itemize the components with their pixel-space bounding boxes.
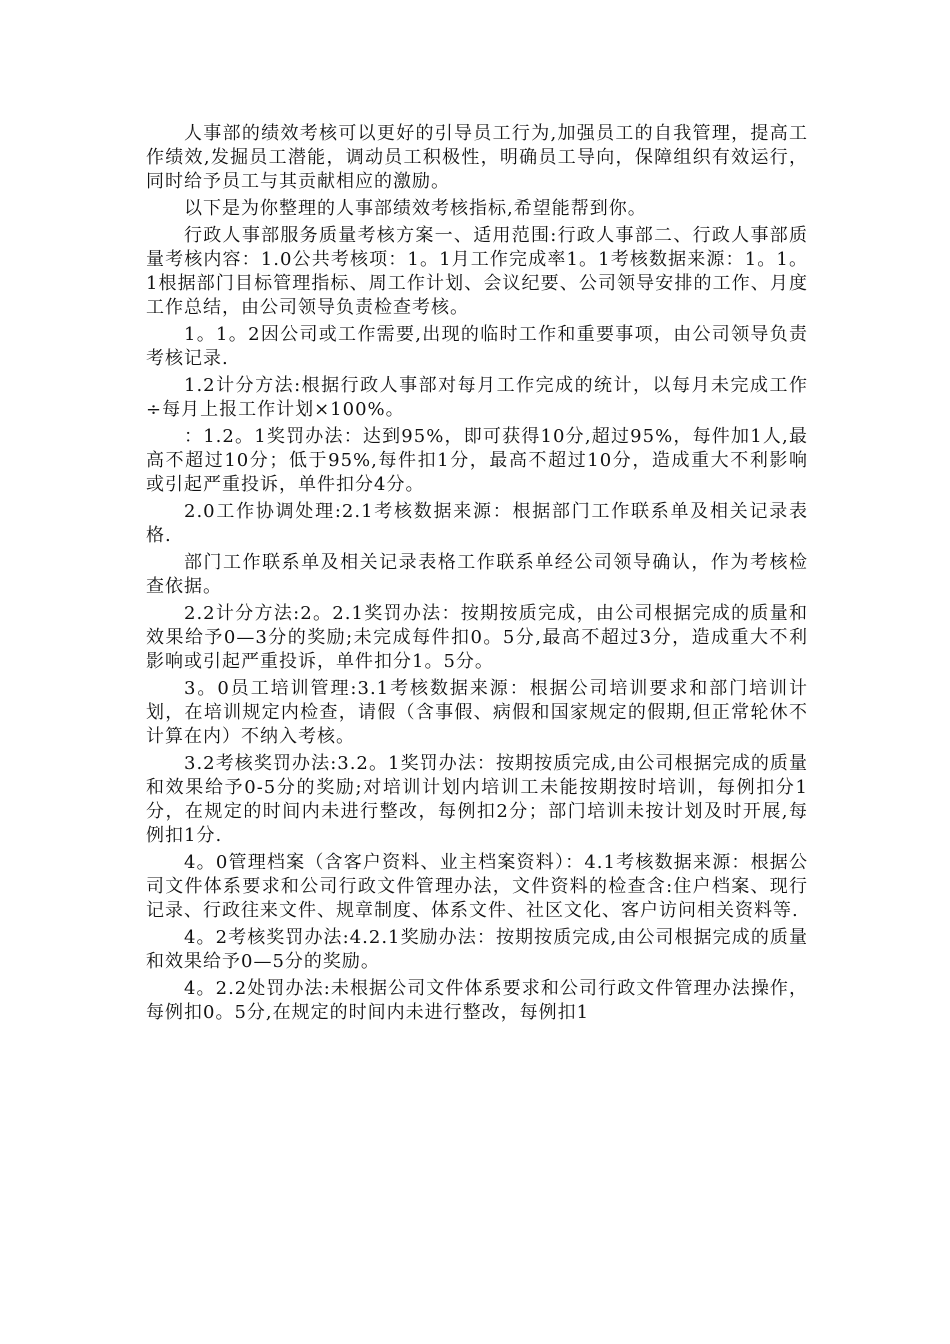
section-1-1-2-paragraph: 1。1。2因公司或工作需要,出现的临时工作和重要事项，由公司领导负责考核记录. — [146, 324, 808, 369]
section-2-1-detail-paragraph: 部门工作联系单及相关记录表格工作联系单经公司领导确认，作为考核检查依据。 — [146, 552, 808, 597]
section-4-0-paragraph: 4。0管理档案（含客户资料、业主档案资料）：4.1考核数据来源：根据公司文件体系要求和公司行政文件管理办法，文件资料的检查含:住户档案、现行记录、行政往来文件、规章制度、体系文件、社区文化、客户访问相关资料等. — [146, 852, 808, 921]
document-body — [146, 122, 808, 1028]
section-4-2-paragraph: 4。2考核奖罚办法:4.2.1奖励办法：按期按质完成,由公司根据完成的质量和效果给予0—5分的奖励。 — [146, 927, 808, 972]
section-1-2-paragraph: 1.2计分方法:根据行政人事部对每月工作完成的统计，以每月未完成工作÷每月上报工作计划×100%。 — [146, 375, 808, 420]
section-2-0-paragraph: 2.0工作协调处理:2.1考核数据来源：根据部门工作联系单及相关记录表格. — [146, 501, 808, 546]
intro-note-paragraph: 以下是为你整理的人事部绩效考核指标,希望能帮到你。 — [184, 198, 647, 219]
intro-paragraph: 人事部的绩效考核可以更好的引导员工行为,加强员工的自我管理，提高工作绩效,发掘员工潜能，调动员工积极性，明确员工导向，保障组织有效运行，同时给予员工与其贡献相应的激励。 — [146, 123, 808, 192]
section-4-2-2-paragraph: 4。2.2处罚办法:未根据公司文件体系要求和公司行政文件管理办法操作，每例扣0。5分,在规定的时间内未进行整改，每例扣1 — [146, 978, 808, 1023]
section-2-2-paragraph: 2.2计分方法:2。2.1奖罚办法：按期按质完成，由公司根据完成的质量和效果给予0—3分的奖励;未完成每件扣0。5分,最高不超过3分，造成重大不利影响或引起严重投诉，单件扣分1。5分。 — [146, 603, 808, 672]
section-3-2-paragraph: 3.2考核奖罚办法:3.2。1奖罚办法：按期按质完成,由公司根据完成的质量和效果给予0-5分的奖励;对培训计划内培训工未能按期按时培训，每例扣分1分，在规定的时间内未进行整改，每例扣2分；部门培训未按计划及时开展,每例扣1分. — [146, 753, 808, 846]
section-1-2-1-paragraph: ：1.2。1奖罚办法：达到95%，即可获得10分,超过95%，每件加1人,最高不超过10分；低于95%,每件扣1分，最高不超过10分，造成重大不利影响或引起严重投诉，单件扣分4分。 — [146, 426, 808, 495]
section-3-0-paragraph: 3。0员工培训管理:3.1考核数据来源：根据公司培训要求和部门培训计划，在培训规定内检查，请假（含事假、病假和国家规定的假期,但正常轮休不计算在内）不纳入考核。 — [146, 678, 808, 747]
scheme-overview-paragraph: 行政人事部服务质量考核方案一、适用范围:行政人事部二、行政人事部质量考核内容：1.0公共考核项：1。1月工作完成率1。1考核数据来源：1。1。1根据部门目标管理指标、周工作计划、会议纪要、公司领导安排的工作、月度工作总结，由公司领导负责检查考核。 — [146, 225, 808, 318]
